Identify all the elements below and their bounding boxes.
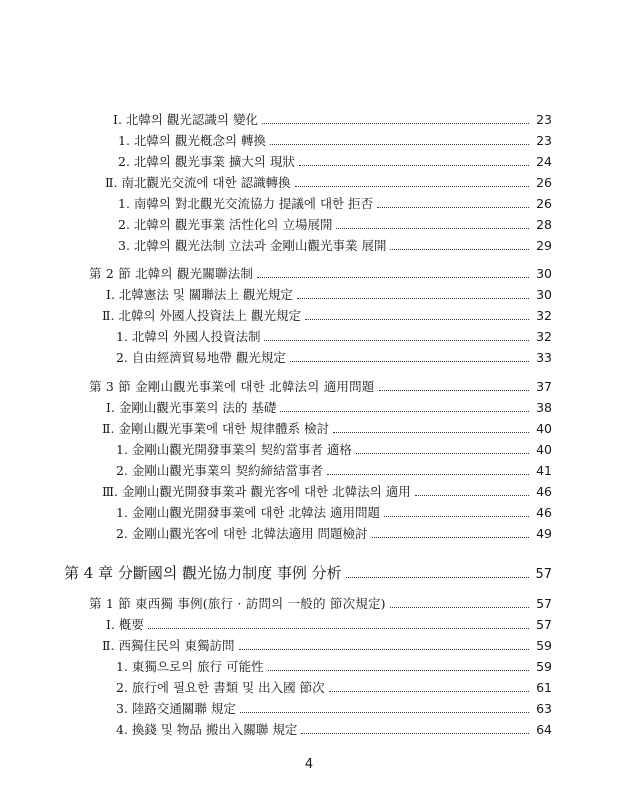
dot-leader — [372, 537, 529, 538]
dot-leader — [333, 432, 529, 433]
toc-entry-page: 30 — [536, 266, 552, 281]
dot-leader — [305, 319, 529, 320]
toc-entry — [102, 636, 552, 656]
toc-entry-label: 第 4 章 分斷國의 觀光協力制度 事例 分析 — [64, 564, 342, 582]
toc-entry-label: 第 1 節 東西獨 事例(旅行 · 訪問의 一般的 節次規定) — [89, 596, 386, 611]
dot-leader — [377, 207, 529, 208]
dot-leader — [290, 361, 529, 362]
toc-entry-page: 40 — [536, 442, 552, 457]
toc-entry-label: Ⅰ. 金剛山觀光事業의 法的 基礎 — [106, 400, 277, 415]
toc-entry-page: 40 — [536, 421, 552, 436]
dot-leader — [327, 474, 529, 475]
dot-leader — [297, 298, 529, 299]
toc-entry — [116, 524, 552, 544]
toc-entry-label: Ⅰ. 槪要 — [106, 617, 144, 632]
toc-entry-page: 28 — [536, 217, 552, 232]
toc-entry — [118, 194, 552, 214]
toc-entry-page: 57 — [536, 596, 552, 611]
toc-entry — [106, 398, 552, 418]
dot-leader — [268, 670, 529, 671]
toc-entry-page: 23 — [536, 133, 552, 148]
toc-entry — [116, 503, 552, 523]
dot-leader — [356, 453, 529, 454]
toc-entry — [118, 152, 552, 172]
dot-leader — [264, 340, 529, 341]
toc-entry-label: 1. 南韓의 對北觀光交流協力 提議에 대한 拒否 — [118, 196, 374, 211]
dot-leader — [148, 628, 529, 629]
toc-entry-label: 2. 自由經濟貿易地帶 觀光規定 — [116, 350, 286, 365]
toc-entry-page: 64 — [536, 722, 552, 737]
toc-entry — [116, 327, 552, 347]
dot-leader — [390, 249, 529, 250]
toc-entry-page: 41 — [536, 463, 552, 478]
toc-entry-label: 3. 陸路交通關聯 規定 — [116, 701, 236, 716]
toc-entry — [118, 215, 552, 235]
dot-leader — [299, 165, 529, 166]
dot-leader — [270, 144, 529, 145]
toc-entry-page: 49 — [536, 526, 552, 541]
toc-entry-page: 30 — [536, 287, 552, 302]
page-number: 4 — [304, 757, 314, 772]
toc-entry-page: 24 — [536, 154, 552, 169]
toc-entry-label: 1. 北韓의 觀光槪念의 轉換 — [118, 133, 266, 148]
dot-leader — [239, 649, 530, 650]
toc-entry-page: 26 — [536, 196, 552, 211]
toc-entry-label: 2. 金剛山觀光客에 대한 北韓法適用 問題檢討 — [116, 526, 368, 541]
toc-entry-label: 第 3 節 金剛山觀光事業에 대한 北韓法의 適用問題 — [89, 379, 375, 394]
toc-entry — [105, 173, 552, 193]
dot-leader — [415, 495, 529, 496]
toc-entry — [89, 377, 552, 397]
toc-entry — [113, 110, 552, 130]
dot-leader — [262, 123, 529, 124]
toc-entry — [89, 264, 552, 284]
toc-entry — [102, 419, 552, 439]
toc-entry — [102, 306, 552, 326]
toc-entry — [116, 657, 552, 677]
toc-entry-page: 57 — [535, 567, 552, 582]
toc-entry-label: Ⅲ. 金剛山觀光開發事業과 觀光客에 대한 北韓法의 適用 — [102, 484, 411, 499]
toc-entry — [64, 561, 552, 585]
toc-entry-label: 2. 北韓의 觀光事業 活性化의 立場展開 — [118, 217, 333, 232]
dot-leader — [379, 390, 530, 391]
toc-entry-label: 1. 北韓의 外國人投資法制 — [116, 329, 261, 344]
toc-entry-page: 29 — [536, 238, 552, 253]
toc-entry-label: 4. 換錢 및 物品 搬出入關聯 規定 — [116, 722, 298, 737]
toc-entry-page: 38 — [536, 400, 552, 415]
dot-leader — [280, 411, 529, 412]
toc-entry — [102, 482, 552, 502]
toc-entry-page: 26 — [536, 175, 552, 190]
toc-entry-page: 37 — [536, 379, 552, 394]
dot-leader — [295, 186, 529, 187]
dot-leader — [346, 577, 529, 578]
toc-entry-label: 2. 北韓의 觀光事業 擴大의 現狀 — [118, 154, 295, 169]
toc-entry — [116, 678, 552, 698]
toc-entry-page: 46 — [536, 505, 552, 520]
toc-entry-label: 2. 金剛山觀光事業의 契約締結當事者 — [116, 463, 323, 478]
toc-entry-page: 59 — [536, 638, 552, 653]
toc-entry-label: 1. 金剛山觀光開發事業에 대한 北韓法 適用問題 — [116, 505, 381, 520]
toc-entry — [116, 348, 552, 368]
toc-entry — [116, 699, 552, 719]
toc-entry-page: 63 — [536, 701, 552, 716]
toc-entry-label: 2. 旅行에 필요한 書類 및 出入國 節次 — [116, 680, 325, 695]
toc-entry-page: 57 — [536, 617, 552, 632]
toc-entry-page: 46 — [536, 484, 552, 499]
toc-entry — [116, 461, 552, 481]
toc-entry-page: 33 — [536, 350, 552, 365]
toc-entry-label: 1. 東獨으로의 旅行 可能性 — [116, 659, 264, 674]
dot-leader — [384, 516, 529, 517]
dot-leader — [390, 607, 529, 608]
dot-leader — [329, 691, 529, 692]
toc-entry-label: 3. 北韓의 觀光法制 立法과 金剛山觀光事業 展開 — [118, 238, 387, 253]
toc-entry — [118, 236, 552, 256]
toc-entry — [116, 720, 552, 740]
dot-leader — [301, 733, 529, 734]
toc-entry-page: 32 — [536, 308, 552, 323]
toc-entry-label: Ⅱ. 南北觀光交流에 대한 認識轉換 — [105, 175, 291, 190]
toc-entry — [106, 615, 552, 635]
toc-entry — [116, 440, 552, 460]
dot-leader — [336, 228, 529, 229]
toc-entry-page: 59 — [536, 659, 552, 674]
toc-entry-label: 1. 金剛山觀光開發事業의 契約當事者 適格 — [116, 442, 352, 457]
dot-leader — [257, 277, 529, 278]
toc-entry-label: Ⅱ. 北韓의 外國人投資法上 觀光規定 — [102, 308, 301, 323]
toc-entry-label: 第 2 節 北韓의 觀光關聯法制 — [89, 266, 254, 281]
toc-entry-label: Ⅰ. 北韓의 觀光認識의 變化 — [113, 112, 258, 127]
toc-entry-label: Ⅰ. 北韓憲法 및 關聯法上 觀光規定 — [106, 287, 293, 302]
toc-entry — [118, 131, 552, 151]
toc-entry-label: Ⅱ. 西獨住民의 東獨訪問 — [102, 638, 235, 653]
toc-entry-page: 61 — [536, 680, 552, 695]
dot-leader — [240, 712, 529, 713]
toc-entry-page: 32 — [536, 329, 552, 344]
toc-entry-label: Ⅱ. 金剛山觀光事業에 대한 規律體系 檢討 — [102, 421, 330, 436]
toc-entry — [89, 594, 552, 614]
toc-entry — [106, 285, 552, 305]
toc-entry-page: 23 — [536, 112, 552, 127]
